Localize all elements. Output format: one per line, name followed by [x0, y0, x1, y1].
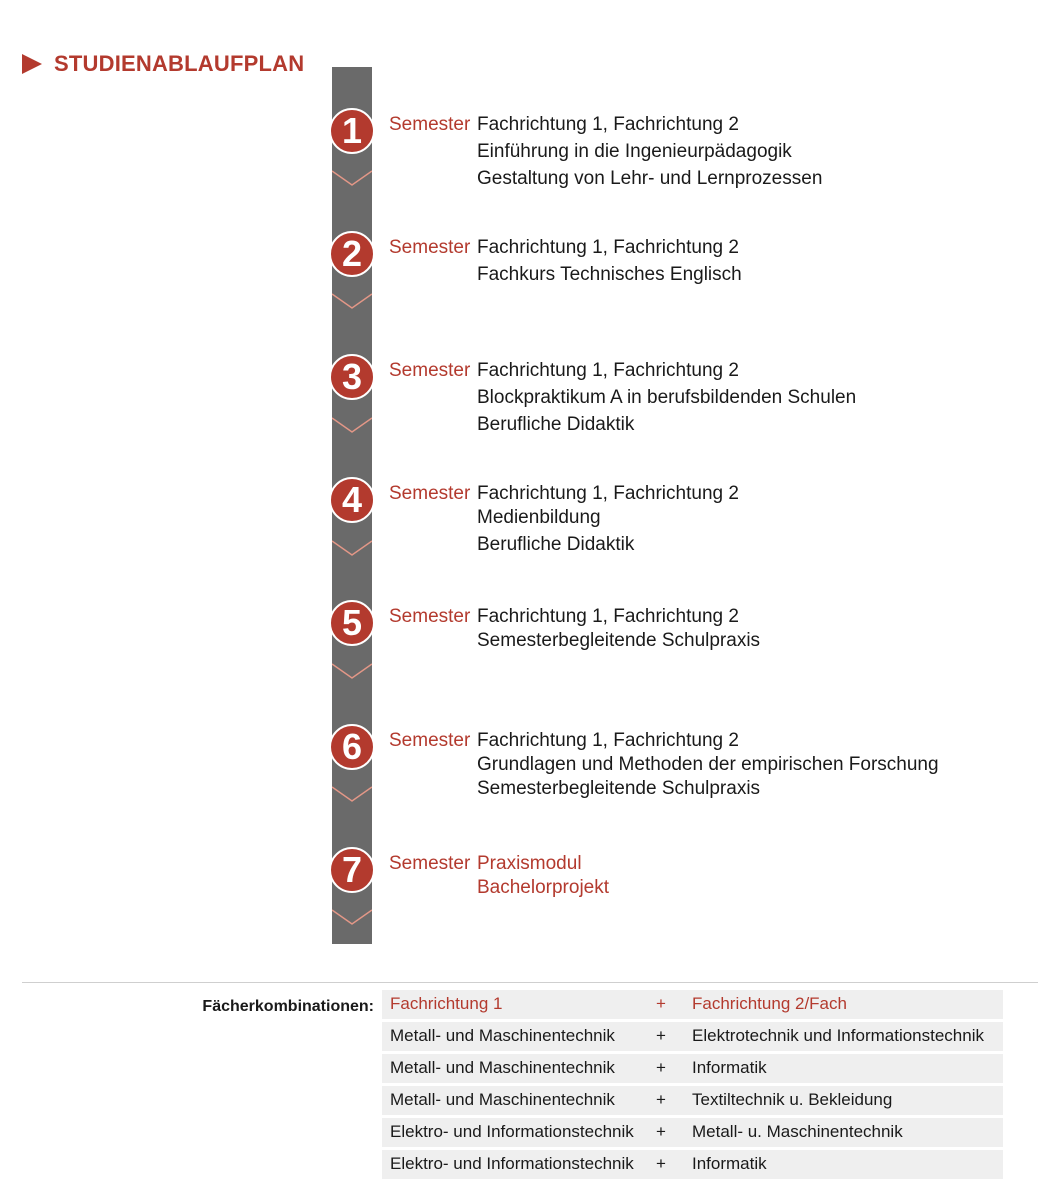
semester-4: [0, 477, 1050, 577]
semester-number-badge: 7: [329, 847, 375, 893]
semester-label: Semester: [389, 606, 471, 627]
plus-sign: +: [656, 1058, 666, 1077]
module-line: Fachrichtung 1, Fachrichtung 2: [477, 237, 739, 258]
header-col1: Fachrichtung 1: [390, 994, 503, 1013]
module-line: Fachrichtung 1, Fachrichtung 2: [477, 114, 739, 135]
table-cell: Metall- und Maschinentechnik: [390, 1090, 615, 1109]
section-divider: [22, 982, 1038, 983]
semester-label: Semester: [389, 730, 471, 751]
semester-number-badge: 4: [329, 477, 375, 523]
table-cell: Metall- und Maschinentechnik: [390, 1026, 615, 1045]
module-line: Semesterbegleitende Schulpraxis: [477, 778, 761, 799]
plus-sign: +: [656, 1090, 666, 1109]
module-line: Fachkurs Technisches Englisch: [477, 264, 742, 285]
semester-modules: [477, 114, 822, 190]
module-line: Fachrichtung 1, Fachrichtung 2: [477, 730, 739, 751]
table-cell: Metall- u. Maschinentechnik: [692, 1122, 903, 1141]
semester-label: Semester: [389, 114, 471, 135]
semester-1: [0, 108, 1050, 208]
semester-number-badge: 2: [329, 231, 375, 277]
semester-modules: [477, 483, 739, 556]
table-row: [382, 1022, 1003, 1051]
module-line: Semesterbegleitende Schulpraxis: [477, 630, 761, 651]
table-cell: Elektro- und Informationstechnik: [390, 1122, 634, 1141]
semester-label: Semester: [389, 360, 471, 381]
plus-sign: +: [656, 1026, 666, 1045]
semester-number-badge: 5: [329, 600, 375, 646]
semester-label: Semester: [389, 853, 471, 874]
module-line: Blockpraktikum A in berufsbildenden Schulen: [477, 387, 857, 408]
table-row: [382, 1118, 1003, 1147]
table-cell: Elektrotechnik und Informationstechnik: [692, 1026, 984, 1045]
module-line: Berufliche Didaktik: [477, 534, 635, 555]
combinations-table: [382, 990, 1003, 1182]
semester-modules: [477, 730, 939, 800]
module-line: Bachelorprojekt: [477, 877, 610, 898]
module-line: Einführung in die Ingenieurpädagogik: [477, 141, 792, 162]
plus-sign: +: [656, 1122, 666, 1141]
semester-3: [0, 354, 1050, 454]
semester-modules: [477, 606, 760, 652]
module-line: Grundlagen und Methoden der empirischen Forschung: [477, 754, 939, 775]
table-header-row: [382, 990, 1003, 1019]
semester-label: Semester: [389, 483, 471, 504]
semester-7: [0, 847, 1050, 947]
semester-5: [0, 600, 1050, 700]
semester-modules: [477, 853, 609, 899]
table-cell: Elektro- und Informationstechnik: [390, 1154, 634, 1173]
plus-sign: +: [656, 1154, 666, 1173]
module-line: Fachrichtung 1, Fachrichtung 2: [477, 483, 739, 504]
table-row: [382, 1054, 1003, 1083]
semester-number-badge: 3: [329, 354, 375, 400]
table-row: [382, 1086, 1003, 1115]
table-cell: Textiltechnik u. Bekleidung: [692, 1090, 893, 1109]
module-line: Medienbildung: [477, 507, 601, 528]
table-cell: Informatik: [692, 1154, 767, 1173]
combinations-label: Fächerkombinationen:: [202, 998, 374, 1015]
semester-modules: [477, 237, 742, 286]
plus-sign: +: [656, 994, 666, 1013]
play-arrow-icon: [22, 54, 42, 74]
header-col2: Fachrichtung 2/Fach: [692, 994, 847, 1013]
semester-2: [0, 231, 1050, 331]
semester-modules: [477, 360, 856, 436]
module-line: Praxismodul: [477, 853, 582, 874]
table-cell: Informatik: [692, 1058, 767, 1077]
page-title: STUDIENABLAUFPLAN: [54, 51, 305, 76]
module-line: Berufliche Didaktik: [477, 414, 635, 435]
semester-number-badge: 6: [329, 724, 375, 770]
module-line: Gestaltung von Lehr- und Lernprozessen: [477, 168, 823, 189]
semester-6: [0, 724, 1050, 824]
page-title-row: [22, 48, 304, 80]
table-row: [382, 1150, 1003, 1179]
module-line: Fachrichtung 1, Fachrichtung 2: [477, 360, 739, 381]
semester-number-badge: 1: [329, 108, 375, 154]
module-line: Fachrichtung 1, Fachrichtung 2: [477, 606, 739, 627]
table-cell: Metall- und Maschinentechnik: [390, 1058, 615, 1077]
semester-label: Semester: [389, 237, 471, 258]
